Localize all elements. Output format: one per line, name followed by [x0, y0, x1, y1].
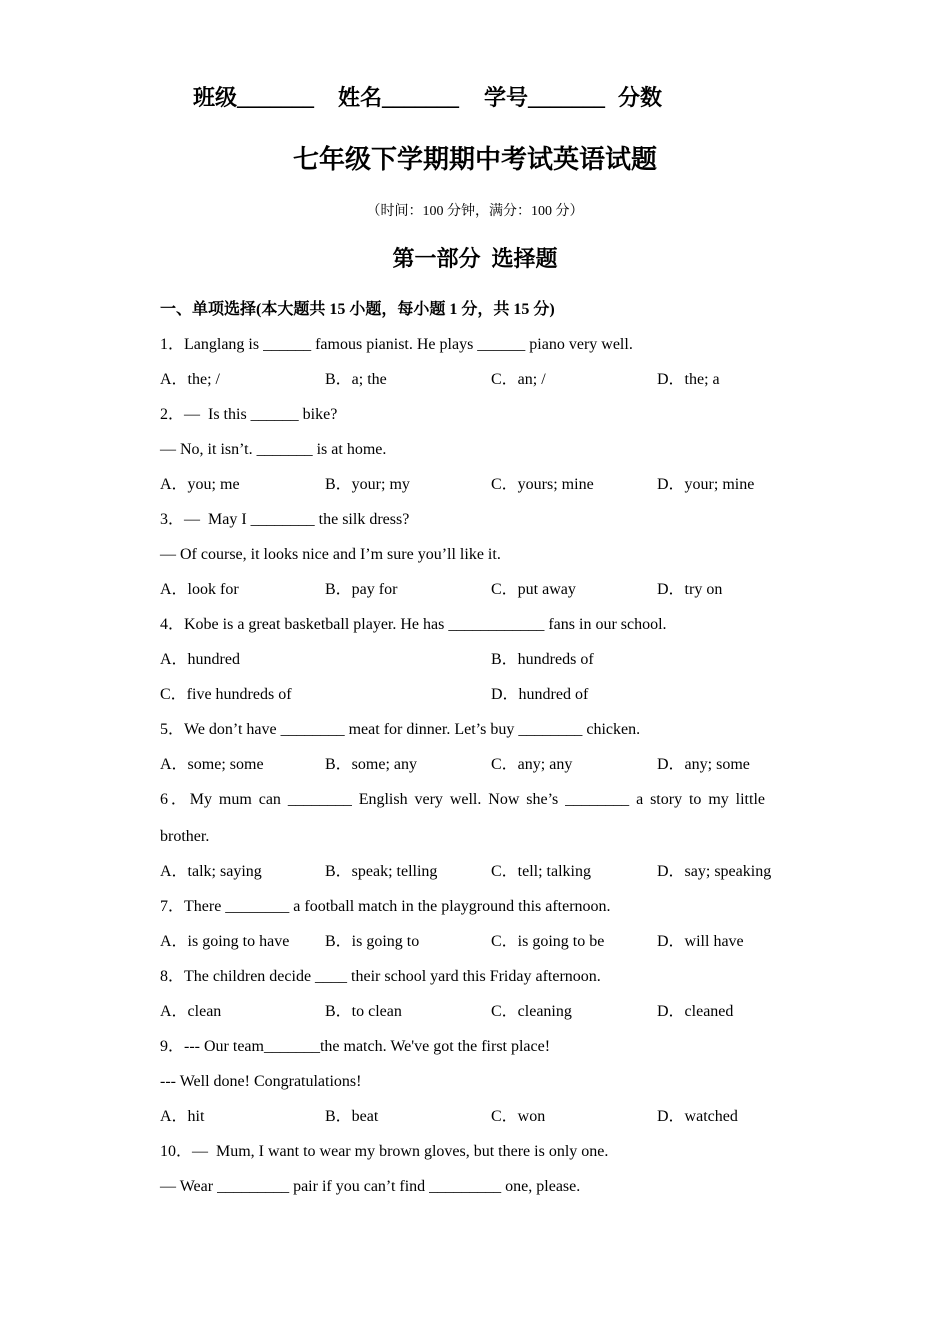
question-2-option-a: A．you; me — [160, 475, 240, 493]
question-3-option-a: A．look for — [160, 580, 239, 598]
question-8-option-d: D．cleaned — [657, 1002, 734, 1020]
question-8-stem: 8．The children decide ____ their school yard this Friday afternoon. — [160, 967, 601, 985]
question-5-option-a: A．some; some — [160, 755, 264, 773]
student-id-field: 学号_______ — [484, 85, 606, 110]
question-5-stem: 5．We don’t have ________ meat for dinner. Let’s buy ________ chicken. — [160, 720, 641, 738]
question-3-stem-line-2: — Of course, it looks nice and I’m sure you’ll like it. — [160, 545, 501, 563]
question-4-options-row-2 — [160, 677, 800, 712]
question-2-option-c: C．yours; mine — [491, 475, 594, 493]
question-9-options — [160, 1099, 800, 1134]
score-field: 分数 — [618, 85, 663, 110]
question-3-stem: 3．— May I ________ the silk dress? — [160, 510, 410, 528]
question-6-stem-line-2: brother. — [160, 827, 210, 845]
question-1-stem: 1．Langlang is ______ famous pianist. He plays ______ piano very well. — [160, 335, 633, 353]
question-3-option-d: D．try on — [657, 580, 723, 598]
question-3-options — [160, 572, 800, 607]
question-9-stem: 9．--- Our team_______the match. We've got the first place! — [160, 1037, 551, 1055]
question-7-option-c: C．is going to be — [491, 932, 605, 950]
class-field: 班级_______ — [193, 85, 315, 110]
question-8-option-b: B．to clean — [325, 1002, 402, 1020]
exam-title: 七年级下学期期中考试英语试题 — [292, 145, 657, 174]
question-10-stem-line-2: — Wear _________ pair if you can’t find _________ one, please. — [160, 1177, 581, 1195]
question-7-stem: 7．There ________ a football match in the playground this afternoon. — [160, 897, 611, 915]
question-7-option-b: B．is going to — [325, 932, 420, 950]
question-2-option-d: D．your; mine — [657, 475, 755, 493]
question-6-option-c: C．tell; talking — [491, 862, 591, 880]
question-6-options — [160, 854, 800, 889]
question-7-options — [160, 924, 800, 959]
question-1-option-a: A．the; / — [160, 370, 220, 388]
question-2-stem: 2．— Is this ______ bike? — [160, 405, 338, 423]
question-9-stem-line-2: --- Well done! Congratulations! — [160, 1072, 362, 1090]
question-4-options-row-1 — [160, 642, 800, 677]
question-8-option-a: A．clean — [160, 1002, 222, 1020]
name-field: 姓名_______ — [338, 85, 460, 110]
question-1-options — [160, 362, 800, 397]
question-5-option-d: D．any; some — [657, 755, 750, 773]
question-4-option-c: C．five hundreds of — [160, 685, 292, 703]
question-9-option-c: C．won — [491, 1107, 546, 1125]
question-3-option-c: C．put away — [491, 580, 576, 598]
question-3-option-b: B．pay for — [325, 580, 398, 598]
question-2-stem-line-2: — No, it isn’t. _______ is at home. — [160, 440, 387, 458]
question-5-option-b: B．some; any — [325, 755, 417, 773]
part-title: 第一部分 选择题 — [392, 246, 558, 271]
question-9-option-b: B．beat — [325, 1107, 379, 1125]
question-10-stem: 10．— Mum, I want to wear my brown gloves, but there is only one. — [160, 1142, 609, 1160]
question-5-option-c: C．any; any — [491, 755, 573, 773]
section-title: 一、单项选择(本大题共 15 小题，每小题 1 分，共 15 分) — [160, 300, 555, 318]
question-6-option-d: D．say; speaking — [657, 862, 772, 880]
question-9-option-a: A．hit — [160, 1107, 205, 1125]
question-6-option-a: A．talk; saying — [160, 862, 262, 880]
question-1-option-d: D．the; a — [657, 370, 720, 388]
question-1-option-c: C．an; / — [491, 370, 546, 388]
exam-subtitle: （时间：100 分钟，满分：100 分） — [366, 204, 584, 219]
question-7-option-a: A．is going to have — [160, 932, 290, 950]
question-4-option-b: B．hundreds of — [491, 650, 594, 668]
question-4-stem: 4．Kobe is a great basketball player. He has ____________ fans in our school. — [160, 615, 667, 633]
question-8-options — [160, 994, 800, 1029]
question-9-option-d: D．watched — [657, 1107, 738, 1125]
question-5-options — [160, 747, 800, 782]
question-8-option-c: C．cleaning — [491, 1002, 572, 1020]
question-list — [160, 292, 800, 1204]
question-4-option-a: A．hundred — [160, 650, 240, 668]
question-6-option-b: B．speak; telling — [325, 862, 438, 880]
question-6-stem: 6．My mum can ________ English very well. Now she’s ________ a story to my little — [160, 790, 765, 808]
question-2-option-b: B．your; my — [325, 475, 410, 493]
question-4-option-d: D．hundred of — [491, 685, 589, 703]
question-1-option-b: B．a; the — [325, 370, 387, 388]
question-2-options — [160, 467, 800, 502]
question-7-option-d: D．will have — [657, 932, 744, 950]
